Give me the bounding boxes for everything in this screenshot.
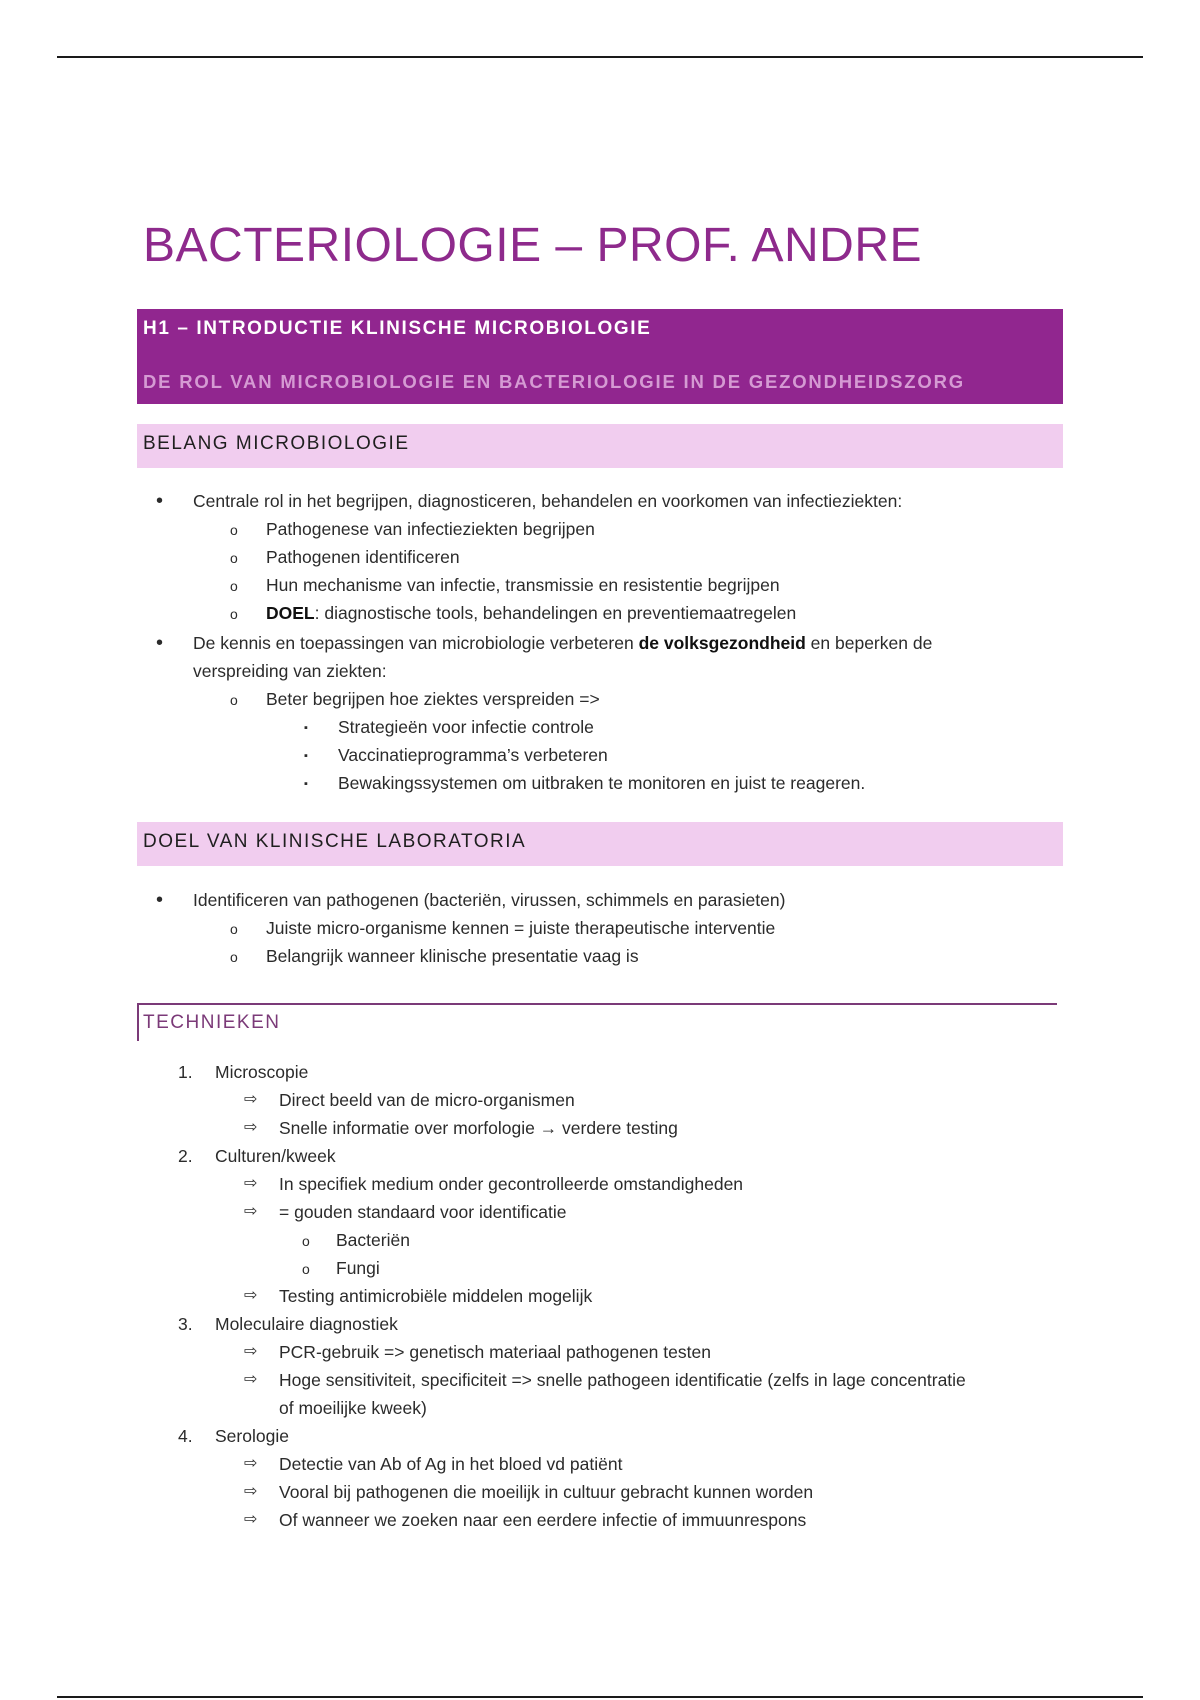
- text-segment: De kennis en toepassingen van microbiologie verbeteren: [193, 633, 639, 653]
- section-heading-text: DOEL VAN KLINISCHE LABORATORIA: [143, 831, 527, 852]
- list-item: Testing antimicrobiële middelen mogelijk: [279, 1286, 593, 1306]
- list-item: Detectie van Ab of Ag in het bloed vd patiënt: [279, 1454, 623, 1474]
- numbered-item: Serologie: [215, 1426, 289, 1446]
- list-item: Pathogenen identificeren: [266, 547, 460, 567]
- list-item: Fungi: [336, 1258, 380, 1278]
- circle-marker: o: [302, 1261, 310, 1277]
- arrow-icon: ⇨: [244, 1203, 258, 1220]
- arrow-icon: ⇨: [244, 1175, 258, 1192]
- doel-text: : diagnostische tools, behandelingen en preventiemaatregelen: [314, 603, 797, 623]
- circle-marker: o: [230, 921, 238, 937]
- list-item: Vooral bij pathogenen die moeilijk in cultuur gebracht kunnen worden: [279, 1482, 814, 1502]
- square-marker: ▪: [304, 778, 308, 790]
- arrow-icon: ⇨: [244, 1287, 258, 1304]
- circle-marker: o: [230, 578, 238, 594]
- top-rule: [57, 56, 1143, 58]
- numbered-label: 1.: [178, 1062, 193, 1082]
- arrow-icon: ⇨: [244, 1119, 258, 1136]
- square-marker: ▪: [304, 722, 308, 734]
- list-item-continuation: verspreiding van ziekten:: [193, 661, 387, 681]
- list-item: Pathogenese van infectieziekten begrijpen: [266, 519, 595, 539]
- list-item: Belangrijk wanneer klinische presentatie vaag is: [266, 946, 639, 966]
- chapter-subtitle: DE ROL VAN MICROBIOLOGIE EN BACTERIOLOGIE IN DE GEZONDHEIDSZORG: [143, 371, 965, 392]
- list-item: Hun mechanisme van infectie, transmissie en resistentie begrijpen: [266, 575, 780, 595]
- circle-marker: o: [230, 692, 238, 708]
- arrow-icon: ⇨: [244, 1511, 258, 1528]
- list-item: = gouden standaard voor identificatie: [279, 1202, 567, 1222]
- page-title: BACTERIOLOGIE – PROF. ANDRE: [143, 219, 923, 272]
- numbered-item: Microscopie: [215, 1062, 309, 1082]
- text-bold: de volksgezondheid: [638, 633, 806, 653]
- arrow-icon: ⇨: [244, 1483, 258, 1500]
- section-heading-belang: [137, 424, 1063, 468]
- numbered-item: Moleculaire diagnostiek: [215, 1314, 398, 1334]
- list-item-continuation: of moeilijke kweek): [279, 1398, 427, 1418]
- numbered-label: 4.: [178, 1426, 193, 1446]
- numbered-label: 2.: [178, 1146, 193, 1166]
- bullet-marker: •: [156, 889, 164, 911]
- section-heading-text: BELANG MICROBIOLOGIE: [143, 433, 410, 454]
- list-item: Snelle informatie over morfologie → verdere testing: [279, 1118, 678, 1138]
- bullet-marker: •: [156, 490, 164, 512]
- list-item: [193, 632, 932, 654]
- list-item: Vaccinatieprogramma’s verbeteren: [338, 745, 608, 765]
- numbered-item: Culturen/kweek: [215, 1146, 336, 1166]
- doel-label: DOEL: [266, 603, 315, 623]
- circle-marker: o: [302, 1233, 310, 1249]
- arrow-icon: ⇨: [244, 1091, 258, 1108]
- text-segment: en beperken de: [805, 633, 933, 653]
- list-item: In specifiek medium onder gecontrolleerde omstandigheden: [279, 1174, 744, 1194]
- list-item: Strategieën voor infectie controle: [338, 717, 594, 737]
- circle-marker: o: [230, 522, 238, 538]
- list-item: Hoge sensitiviteit, specificiteit => snelle pathogeen identificatie (zelfs in lage concentratie: [279, 1370, 966, 1390]
- list-item: Direct beeld van de micro-organismen: [279, 1090, 575, 1110]
- list-item: Centrale rol in het begrijpen, diagnosticeren, behandelen en voorkomen van infectieziekten:: [193, 491, 903, 511]
- arrow-icon: ⇨: [244, 1343, 258, 1360]
- list-item: Identificeren van pathogenen (bacteriën, virussen, schimmels en parasieten): [193, 890, 786, 910]
- list-item: PCR-gebruik => genetisch materiaal pathogenen testen: [279, 1342, 711, 1362]
- chapter-title: H1 – INTRODUCTIE KLINISCHE MICROBIOLOGIE: [143, 318, 652, 339]
- bullet-marker: •: [156, 632, 164, 654]
- section-heading-doel: [137, 822, 1063, 866]
- arrow-icon: ⇨: [244, 1455, 258, 1472]
- list-item: Bewakingssystemen om uitbraken te monitoren en juist te reageren.: [338, 773, 866, 793]
- list-item: [266, 602, 796, 624]
- list-item: Beter begrijpen hoe ziektes verspreiden =>: [266, 689, 600, 709]
- list-item: Bacteriën: [336, 1230, 410, 1250]
- section-heading-technieken: [137, 1003, 1057, 1041]
- list-item: Juiste micro-organisme kennen = juiste therapeutische interventie: [266, 918, 776, 938]
- numbered-label: 3.: [178, 1314, 193, 1334]
- circle-marker: o: [230, 949, 238, 965]
- circle-marker: o: [230, 606, 238, 622]
- bottom-rule: [57, 1696, 1143, 1698]
- arrow-icon: ⇨: [244, 1371, 258, 1388]
- list-item: Of wanneer we zoeken naar een eerdere infectie of immuunrespons: [279, 1510, 807, 1530]
- circle-marker: o: [230, 550, 238, 566]
- square-marker: ▪: [304, 750, 308, 762]
- section-heading-text: TECHNIEKEN: [143, 1012, 281, 1033]
